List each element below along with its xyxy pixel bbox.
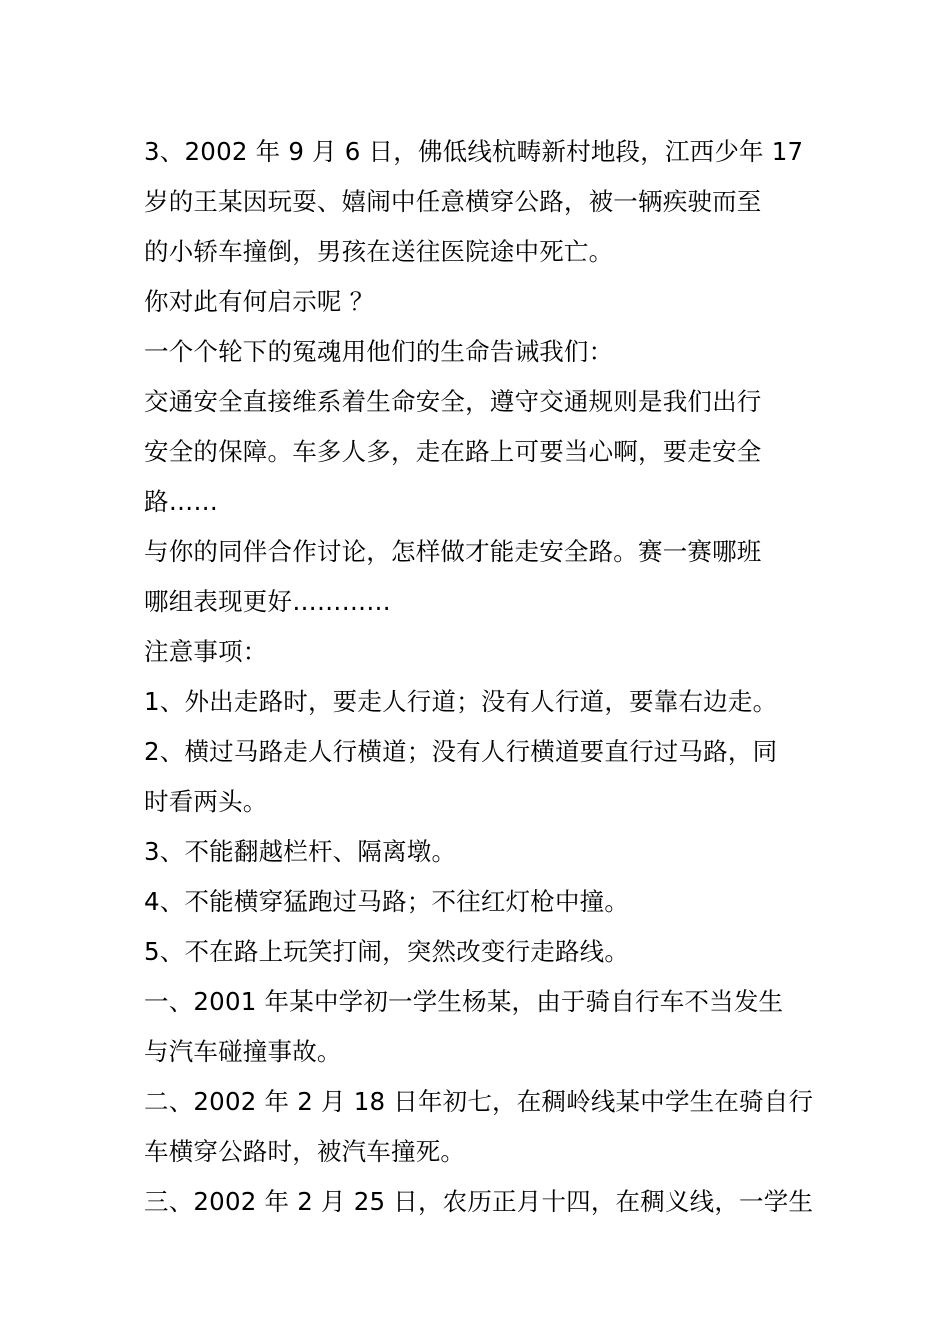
case-item: 二、2002 年 2 月 18 日年初七，在稠岭线某中学生在骑自行 [144,1087,814,1116]
list-item: 3、不能翻越栏杆、隔离墩。 [144,837,457,866]
paragraph-line: 一个个轮下的冤魂用他们的生命告诫我们： [144,337,614,366]
list-item: 4、不能横穿猛跑过马路；不往红灯枪中撞。 [144,887,630,916]
list-item: 2、横过马路走人行横道；没有人行横道要直行过马路，同 [144,737,778,766]
paragraph-line: 与你的同伴合作讨论，怎样做才能走安全路。赛一赛哪班 [144,537,762,566]
case-item: 三、2002 年 2 月 25 日，农历正月十四，在稠义线，一学生 [144,1187,814,1216]
list-item: 1、外出走路时，要走人行道；没有人行道，要靠右边走。 [144,687,778,716]
paragraph-line: 安全的保障。车多人多，走在路上可要当心啊，要走安全 [144,437,762,466]
section-heading: 注意事项： [144,637,268,666]
case-item: 车横穿公路时，被汽车撞死。 [144,1137,466,1166]
list-item: 5、不在路上玩笑打闹，突然改变行走路线。 [144,937,630,966]
paragraph-line: 路…… [144,487,219,516]
case-item: 一、2001 年某中学初一学生杨某，由于骑自行车不当发生 [144,987,784,1016]
document-body [144,127,814,1227]
paragraph-line: 3、2002 年 9 月 6 日，佛低线杭畴新村地段，江西少年 17 [144,137,804,166]
case-item: 与汽车碰撞事故。 [144,1037,342,1066]
paragraph-line: 哪组表现更好………… [144,587,391,616]
list-item: 时看两头。 [144,787,268,816]
paragraph-line: 岁的王某因玩耍、嬉闹中任意横穿公路，被一辆疾驶而至 [144,187,762,216]
paragraph-line: 交通安全直接维系着生命安全，遵守交通规则是我们出行 [144,387,762,416]
question-line: 你对此有何启示呢 ？ [144,287,375,316]
paragraph-line: 的小轿车撞倒，男孩在送往医院途中死亡。 [144,237,614,266]
